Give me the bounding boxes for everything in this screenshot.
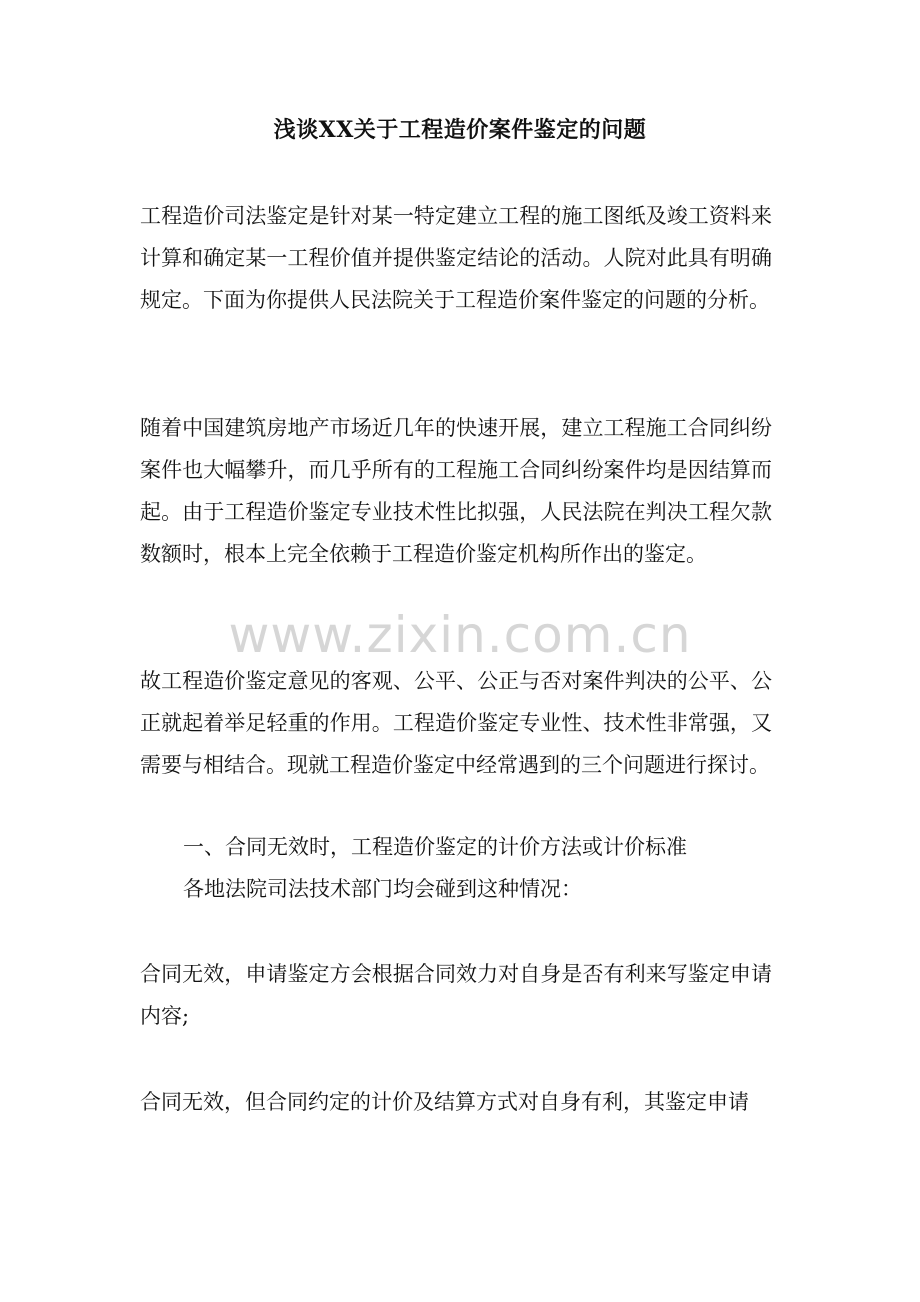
document-title: 浅谈XX关于工程造价案件鉴定的问题 bbox=[273, 117, 647, 143]
watermark-text: www.zixin.com.cn bbox=[228, 606, 692, 664]
section-heading-one: 一、合同无效时，工程造价鉴定的计价方法或计价标准 bbox=[183, 835, 687, 859]
paragraph-intro: 工程造价司法鉴定是针对某一特定建立工程的施工图纸及竣工资料来计算和确定某一工程价值并提供鉴定结论的活动。人院对此具有明确规定。下面为你提供人民法院关于工程造价案件鉴定的问题的分析。 bbox=[140, 204, 772, 312]
section-intro-line: 各地法院司法技术部门均会碰到这种情况： bbox=[183, 877, 582, 901]
paragraph-background: 随着中国建筑房地产市场近几年的快速开展，建立工程施工合同纠纷案件也大幅攀升，而几乎所有的工程施工合同纠纷案件均是因结算而起。由于工程造价鉴定专业技术性比拟强，人民法院在判决工程欠款数额时，根本上完全依赖于工程造价鉴定机构所作出的鉴定。 bbox=[140, 416, 772, 566]
paragraph-significance: 故工程造价鉴定意见的客观、公平、公正与否对案件判决的公平、公正就起着举足轻重的作用。工程造价鉴定专业性、技术性非常强，又需要与相结合。现就工程造价鉴定中经常遇到的三个问题进行探讨。 bbox=[140, 669, 772, 777]
paragraph-case-two: 合同无效，但合同约定的计价及结算方式对自身有利，其鉴定申请 bbox=[140, 1090, 749, 1114]
paragraph-case-one: 合同无效，申请鉴定方会根据合同效力对自身是否有利来写鉴定申请内容; bbox=[140, 962, 772, 1028]
